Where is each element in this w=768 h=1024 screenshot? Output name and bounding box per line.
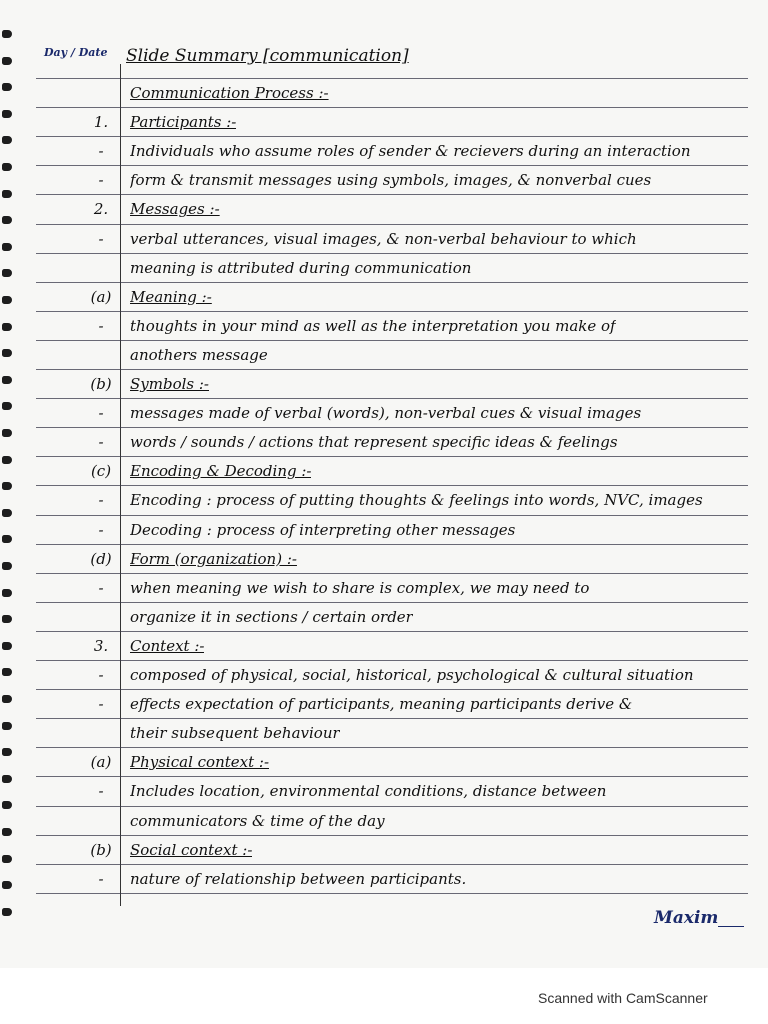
line-marker: -: [98, 171, 104, 190]
ruled-line: [36, 718, 748, 719]
spiral-hole: [2, 456, 12, 464]
spiral-hole: [2, 562, 12, 570]
line-marker: (b): [90, 840, 112, 859]
spiral-hole: [2, 509, 12, 517]
spiral-hole: [2, 376, 12, 384]
line-marker: -: [98, 229, 104, 248]
spiral-hole: [2, 881, 12, 889]
brand-logo: Maxim: [654, 908, 719, 928]
ruled-line: [36, 835, 748, 836]
note-line: effects expectation of participants, meaning participants derive &: [130, 695, 633, 714]
note-heading: Social context :-: [130, 840, 253, 859]
spiral-hole: [2, 190, 12, 198]
ruled-line: [36, 398, 748, 399]
ruled-line: [36, 136, 748, 137]
spiral-hole: [2, 296, 12, 304]
spiral-hole: [2, 216, 12, 224]
spiral-hole: [2, 589, 12, 597]
ruled-line: [36, 573, 748, 574]
spiral-hole: [2, 269, 12, 277]
note-heading: Context :-: [130, 636, 205, 655]
spiral-hole: [2, 136, 12, 144]
ruled-line: [36, 427, 748, 428]
line-marker: (a): [90, 287, 112, 306]
line-marker: -: [98, 666, 104, 684]
spiral-hole: [2, 535, 12, 543]
page-title: Slide Summary [communication]: [126, 46, 409, 66]
ruled-line: [36, 369, 748, 370]
spiral-hole: [2, 163, 12, 171]
note-line: when meaning we wish to share is complex, we may need to: [130, 578, 590, 597]
ruled-line: [36, 776, 748, 777]
note-heading: Symbols :-: [130, 375, 209, 393]
line-marker: (b): [90, 375, 112, 393]
ruled-line: [36, 689, 748, 690]
note-heading: Communication Process :-: [130, 84, 329, 102]
note-heading: Physical context :-: [130, 753, 270, 772]
line-marker: -: [98, 695, 104, 714]
date-label: Day / Date: [44, 46, 108, 59]
note-line: words / sounds / actions that represent specific ideas & feelings: [130, 433, 618, 452]
ruled-line: [36, 194, 748, 195]
note-line: Individuals who assume roles of sender & recievers during an interaction: [130, 142, 691, 161]
spiral-hole: [2, 855, 12, 863]
line-marker: -: [98, 491, 104, 510]
ruled-line: [36, 660, 748, 661]
line-marker: -: [98, 142, 104, 161]
spiral-hole: [2, 775, 12, 783]
brand-underline: [718, 926, 744, 927]
note-line: anothers message: [130, 345, 268, 364]
spiral-hole: [2, 482, 12, 490]
ruled-line: [36, 282, 748, 283]
note-heading: Meaning :-: [130, 287, 212, 306]
ruled-line: [36, 485, 748, 486]
line-marker: -: [98, 520, 104, 539]
note-heading: Participants :-: [130, 113, 237, 132]
spiral-binding: [0, 30, 16, 950]
ruled-line: [36, 747, 748, 748]
spiral-hole: [2, 908, 12, 916]
note-line: messages made of verbal (words), non-verbal cues & visual images: [130, 404, 642, 423]
line-marker: -: [98, 869, 104, 888]
ruled-line: [36, 864, 748, 865]
spiral-hole: [2, 695, 12, 703]
note-line: composed of physical, social, historical, psychological & cultural situation: [130, 666, 694, 684]
ruled-line: [36, 544, 748, 545]
spiral-hole: [2, 642, 12, 650]
note-line: organize it in sections / certain order: [130, 607, 413, 626]
spiral-hole: [2, 668, 12, 676]
note-line: nature of relationship between participants.: [130, 869, 467, 888]
note-line: their subsequent behaviour: [130, 724, 340, 743]
spiral-hole: [2, 801, 12, 809]
ruled-line: [36, 631, 748, 632]
ruled-line: [36, 78, 748, 79]
line-marker: -: [98, 782, 104, 801]
ruled-line: [36, 602, 748, 603]
line-marker: 3.: [93, 636, 109, 655]
ruled-line: [36, 253, 748, 254]
spiral-hole: [2, 110, 12, 118]
line-marker: (c): [90, 462, 112, 481]
line-marker: -: [98, 316, 104, 335]
spiral-hole: [2, 243, 12, 251]
spiral-hole: [2, 30, 12, 38]
note-line: meaning is attributed during communication: [130, 258, 472, 277]
note-line: Decoding : process of interpreting other messages: [130, 520, 516, 539]
ruled-line: [36, 893, 748, 894]
note-line: verbal utterances, visual images, & non-verbal behaviour to which: [130, 229, 637, 248]
spiral-hole: [2, 828, 12, 836]
spiral-hole: [2, 349, 12, 357]
spiral-hole: [2, 429, 12, 437]
ruled-line: [36, 515, 748, 516]
ruled-line: [36, 224, 748, 225]
note-line: Includes location, environmental conditions, distance between: [130, 782, 607, 801]
line-marker: (a): [90, 753, 112, 772]
spiral-hole: [2, 83, 12, 91]
spiral-hole: [2, 748, 12, 756]
note-line: Encoding : process of putting thoughts & feelings into words, NVC, images: [130, 491, 703, 510]
note-heading: Encoding & Decoding :-: [130, 462, 312, 481]
spiral-hole: [2, 323, 12, 331]
line-marker: (d): [90, 549, 112, 568]
note-heading: Messages :-: [130, 200, 220, 219]
scanner-watermark: Scanned with CamScanner: [538, 990, 708, 1006]
spiral-hole: [2, 57, 12, 65]
note-line: form & transmit messages using symbols, images, & nonverbal cues: [130, 171, 652, 190]
ruled-line: [36, 107, 748, 108]
line-marker: -: [98, 404, 104, 423]
ruled-line: [36, 165, 748, 166]
spiral-hole: [2, 615, 12, 623]
line-marker: 1.: [93, 113, 109, 132]
line-marker: 2.: [93, 200, 109, 219]
ruled-line: [36, 806, 748, 807]
ruled-line: [36, 340, 748, 341]
spiral-hole: [2, 402, 12, 410]
line-marker: -: [98, 433, 104, 452]
note-heading: Form (organization) :-: [130, 549, 297, 568]
ruled-line: [36, 456, 748, 457]
spiral-hole: [2, 722, 12, 730]
line-marker: -: [98, 578, 104, 597]
ruled-line: [36, 311, 748, 312]
note-line: communicators & time of the day: [130, 811, 385, 830]
note-line: thoughts in your mind as well as the interpretation you make of: [130, 316, 616, 335]
